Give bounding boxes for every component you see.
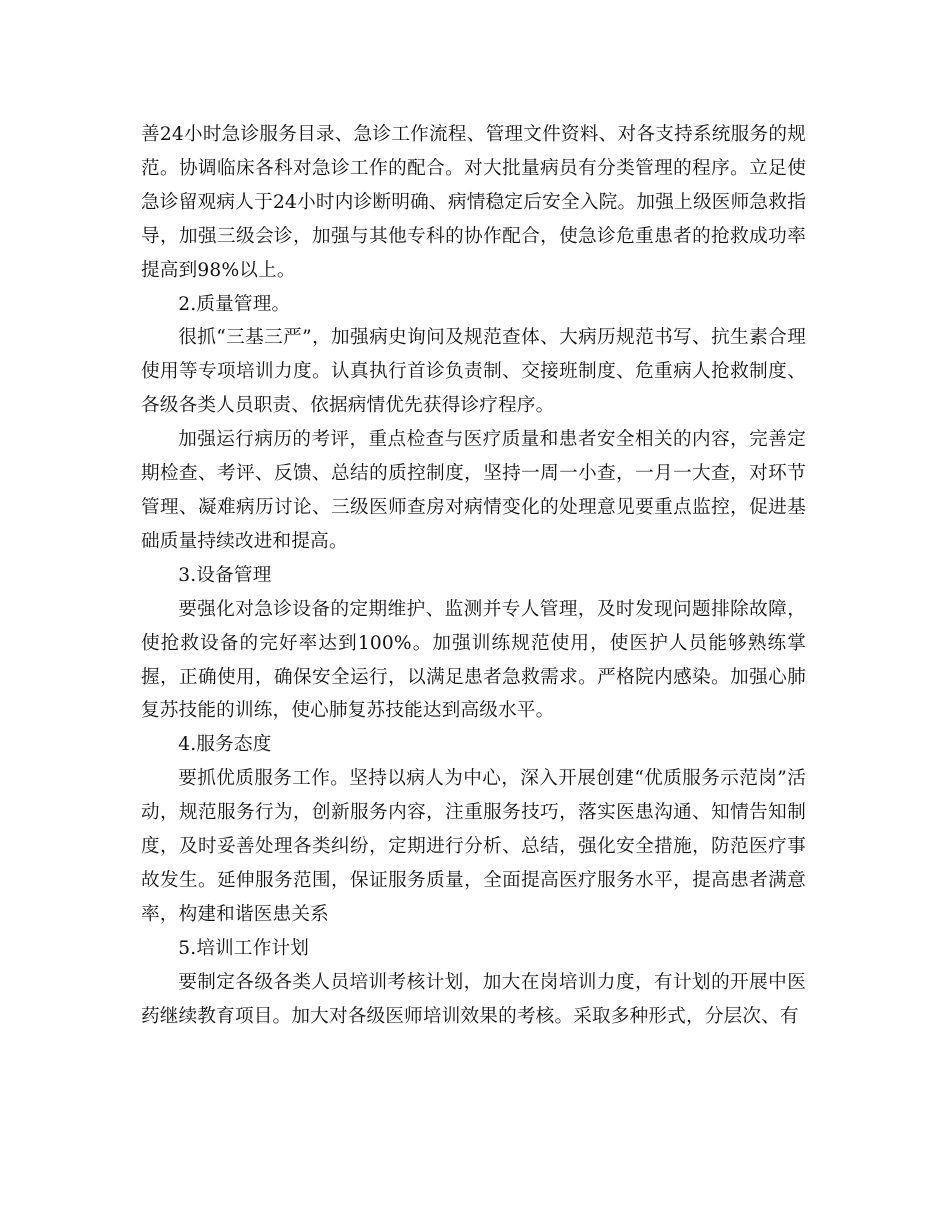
paragraph: 要制定各级各类人员培训考核计划，加大在岗培训力度，有计划的开展中医药继续教育项目。加大对各级医师培训效果的考核。采取多种形式，分层次、有	[141, 971, 806, 1027]
document-body	[141, 118, 806, 1033]
section-heading-training: 5.培训工作计划	[178, 937, 310, 959]
paragraph: 要强化对急诊设备的定期维护、监测并专人管理，及时发现问题排除故障，使抢救设备的完好率达到100%。加强训练规范使用，使医护人员能够熟练掌握，正确使用，确保安全运行，以满足患者急救需求。严格院内感染。加强心肺复苏技能的训练，使心肺复苏技能达到高级水平。	[141, 598, 806, 722]
section-heading-equipment: 3.设备管理	[178, 564, 272, 586]
section-heading-quality: 2.质量管理。	[178, 293, 291, 315]
paragraph-continued: 善24小时急诊服务目录、急诊工作流程、管理文件资料、对各支持系统服务的规范。协调临床各科对急诊工作的配合。对大批量病员有分类管理的程序。立足使急诊留观病人于24小时内诊断明确、病情稳定后安全入院。加强上级医师急救指导，加强三级会诊，加强与其他专科的协作配合，使急诊危重患者的抢救成功率提高到98%以上。	[141, 124, 806, 281]
paragraph: 加强运行病历的考评，重点检查与医疗质量和患者安全相关的内容，完善定期检查、考评、反馈、总结的质控制度，坚持一周一小查，一月一大查，对环节管理、凝难病历讨论、三级医师查房对病情变化的处理意见要重点监控，促进基础质量持续改进和提高。	[141, 429, 806, 552]
paragraph: 要抓优质服务工作。坚持以病人为中心，深入开展创建“优质服务示范岗”活动，规范服务行为，创新服务内容，注重服务技巧，落实医患沟通、知情告知制度，及时妥善处理各类纠纷，定期进行分析、总结，强化安全措施，防范医疗事故发生。延伸服务范围，保证服务质量，全面提高医疗服务水平，提高患者满意率，构建和谐医患关系	[141, 768, 806, 925]
section-heading-service: 4.服务态度	[178, 734, 272, 756]
paragraph: 很抓“三基三严”，加强病史询问及规范查体、大病历规范书写、抗生素合理使用等专项培训力度。认真执行首诊负责制、交接班制度、危重病人抢救制度、各级各类人员职责、依据病情优先获得诊疗程序。	[141, 327, 806, 417]
